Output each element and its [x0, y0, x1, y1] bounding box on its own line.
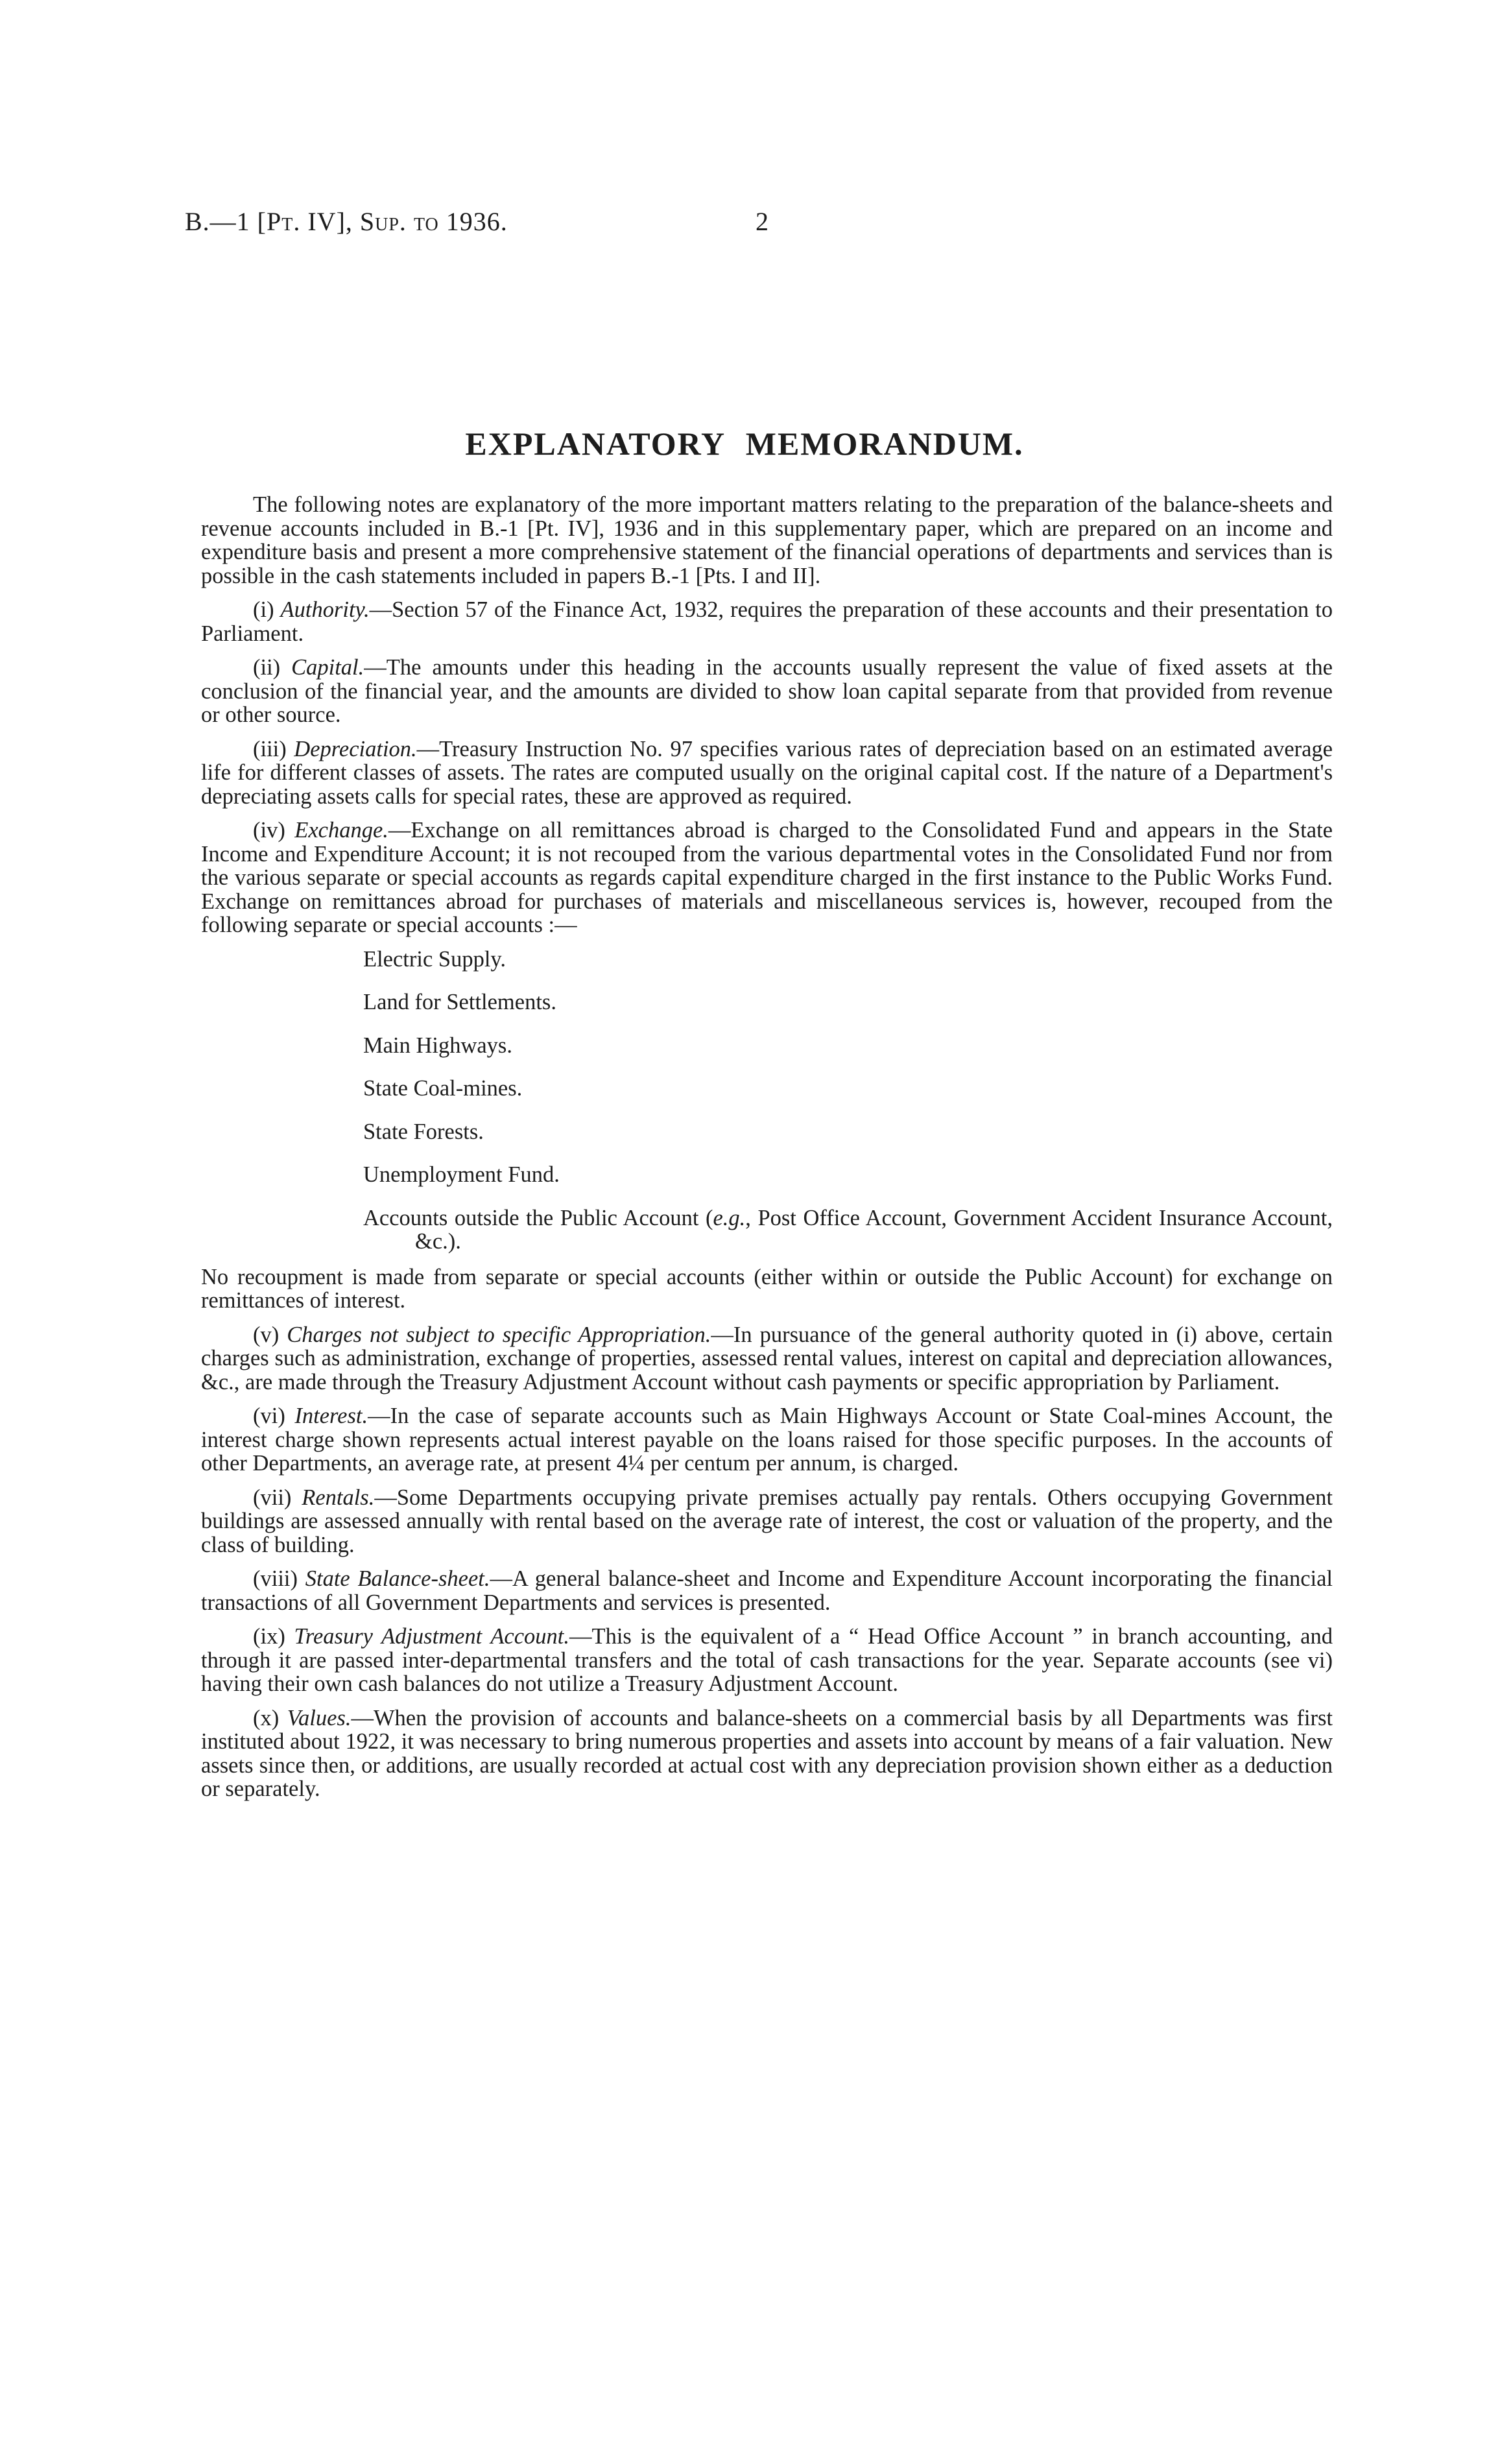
item-term: Authority. [280, 597, 370, 622]
header-prefix: B.—1 [ [185, 207, 267, 236]
item-text: —In the case of separate accounts such as Main Highways Account or State Coal-mines Account, the interest charge shown represents actual interest payable on the loans raised for those specific purposes. In the accounts of other Departments, an average rate, at present 4¼ per centum per annum, is charged. [201, 1404, 1333, 1476]
header-sup: Sup. [359, 207, 407, 236]
item-text: —Section 57 of the Finance Act, 1932, requires the preparation of these accounts and their presentation to Parliament. [201, 597, 1333, 646]
item-term: Values. [287, 1705, 351, 1730]
item-term: Interest. [294, 1404, 368, 1428]
item-text: —In pursuance of the general authority quoted in (i) above, certain charges such as administration, exchange of properties, assessed rental values, interest on capital and depreciation allowances, &c., are made through the Treasury Adjustment Account without cash payments or specific appropriation by Parliament. [201, 1322, 1333, 1394]
item-number: (vii) [253, 1485, 302, 1510]
item-term: Exchange. [294, 818, 388, 843]
item-number: (i) [253, 597, 281, 622]
running-header [185, 206, 769, 237]
item-depreciation [201, 737, 1333, 809]
item-text: —Treasury Instruction No. 97 specifies various rates of depreciation based on an estimated average life for different classes of assets. The rates are computed usually on the original capital cost. If the nature of a Department's depreciating assets calls for special rates, these are approved as required. [201, 736, 1333, 809]
item-term: State Balance-sheet. [305, 1566, 490, 1591]
header-mid2 [407, 207, 414, 236]
item-number: (iii) [253, 736, 294, 761]
item-authority [201, 598, 1333, 645]
header-to: to [413, 207, 439, 236]
page-title: EXPLANATORY MEMORANDUM. [465, 425, 1024, 462]
list-item: Main Highways. [363, 1033, 512, 1058]
no-recoupment-paragraph: No recoupment is made from separate or special accounts (either within or outside the Public Account) for exchange on remittances of interest. [201, 1264, 1333, 1313]
item-term: Capital. [291, 655, 364, 680]
item-term: Treasury Adjustment Account. [294, 1624, 569, 1649]
item-number: (iv) [253, 818, 295, 843]
item-text: —Some Departments occupying private premises actually pay rentals. Others occupying Government buildings are assessed annually with rental based on the average rate of interest, the cost or valuation of the property, and the class of building. [201, 1485, 1333, 1557]
memorandum-body [201, 493, 1333, 1812]
list-item: State Forests. [363, 1119, 484, 1144]
item-state-balance-sheet [201, 1567, 1333, 1614]
item-number: (ii) [253, 655, 292, 680]
item-rentals [201, 1486, 1333, 1557]
item-number: (v) [253, 1322, 287, 1347]
list-item-text: Accounts outside the Public Account ( [363, 1205, 713, 1230]
item-number: (ix) [253, 1624, 294, 1649]
list-item: Land for Settlements. [363, 990, 556, 1014]
item-text: —Exchange on all remittances abroad is charged to the Consolidated Fund and appears in the State Income and Expenditure Account; it is not recouped from the various departmental votes in the Consolidated Fund nor from the various separate or special accounts as regards capital expenditure charged in the first instance to the Public Works Fund. Exchange on remittances abroad for purchases of materials and miscellaneous services is, however, recouped from the following separate or special accounts :— [201, 818, 1333, 937]
list-item-text: , Post Office Account, Government Accident Insurance Account, &c.). [415, 1205, 1333, 1254]
item-text: —When the provision of accounts and balance-sheets on a commercial basis by all Departments was first instituted about 1922, it was necessary to bring numerous properties and assets into account by means of a fair valuation. New assets since then, or additions, are usually recorded at actual cost with any depreciation provision shown either as a deduction or separately. [201, 1705, 1333, 1801]
list-item: Electric Supply. [363, 946, 506, 972]
accounts-list [201, 948, 1333, 1254]
item-term: Depreciation. [294, 736, 417, 761]
header-pt: Pt. [267, 207, 301, 236]
list-item-accounts-outside [363, 1206, 1333, 1254]
item-interest [201, 1404, 1333, 1476]
item-term: Rentals. [302, 1485, 375, 1510]
item-charges [201, 1323, 1333, 1394]
page-number: 2 [756, 207, 769, 236]
item-number: (x) [253, 1705, 287, 1730]
item-exchange [201, 819, 1333, 937]
item-text: —This is the equivalent of a “ Head Office Account ” in branch accounting, and through it are passed inter-departmental transfers and the total of cash transactions for the year. Separate accounts (see vi) having their own cash balances do not utilize a Treasury Adjustment Account. [201, 1624, 1333, 1696]
intro-paragraph: The following notes are explanatory of the more important matters relating to the preparation of the balance-sheets and revenue accounts included in B.-1 [Pt. IV], 1936 and in this supplementary paper, which are prepared on an income and expenditure basis and present a more comprehensive statement of the financial operations of departments and services than is possible in the cash statements included in papers B.-1 [Pts. I and II]. [201, 492, 1333, 588]
list-item: State Coal-mines. [363, 1076, 523, 1101]
item-term: Charges not subject to specific Appropriation. [287, 1322, 711, 1347]
header-year: 1936. [438, 207, 508, 236]
item-treasury-adjustment [201, 1625, 1333, 1696]
item-text: —A general balance-sheet and Income and Expenditure Account incorporating the financial transactions of all Government Departments and services is presented. [201, 1566, 1333, 1615]
item-number: (vi) [253, 1404, 295, 1428]
eg-abbrev: e.g. [713, 1205, 746, 1230]
item-number: (viii) [253, 1566, 305, 1591]
header-mid1: IV], [300, 207, 360, 236]
item-values [201, 1706, 1333, 1801]
item-text: —The amounts under this heading in the accounts usually represent the value of fixed assets at the conclusion of the financial year, and the amounts are divided to show loan capital separate from that provided from revenue or other source. [201, 655, 1333, 727]
list-item: Unemployment Fund. [363, 1162, 560, 1187]
item-capital [201, 656, 1333, 727]
